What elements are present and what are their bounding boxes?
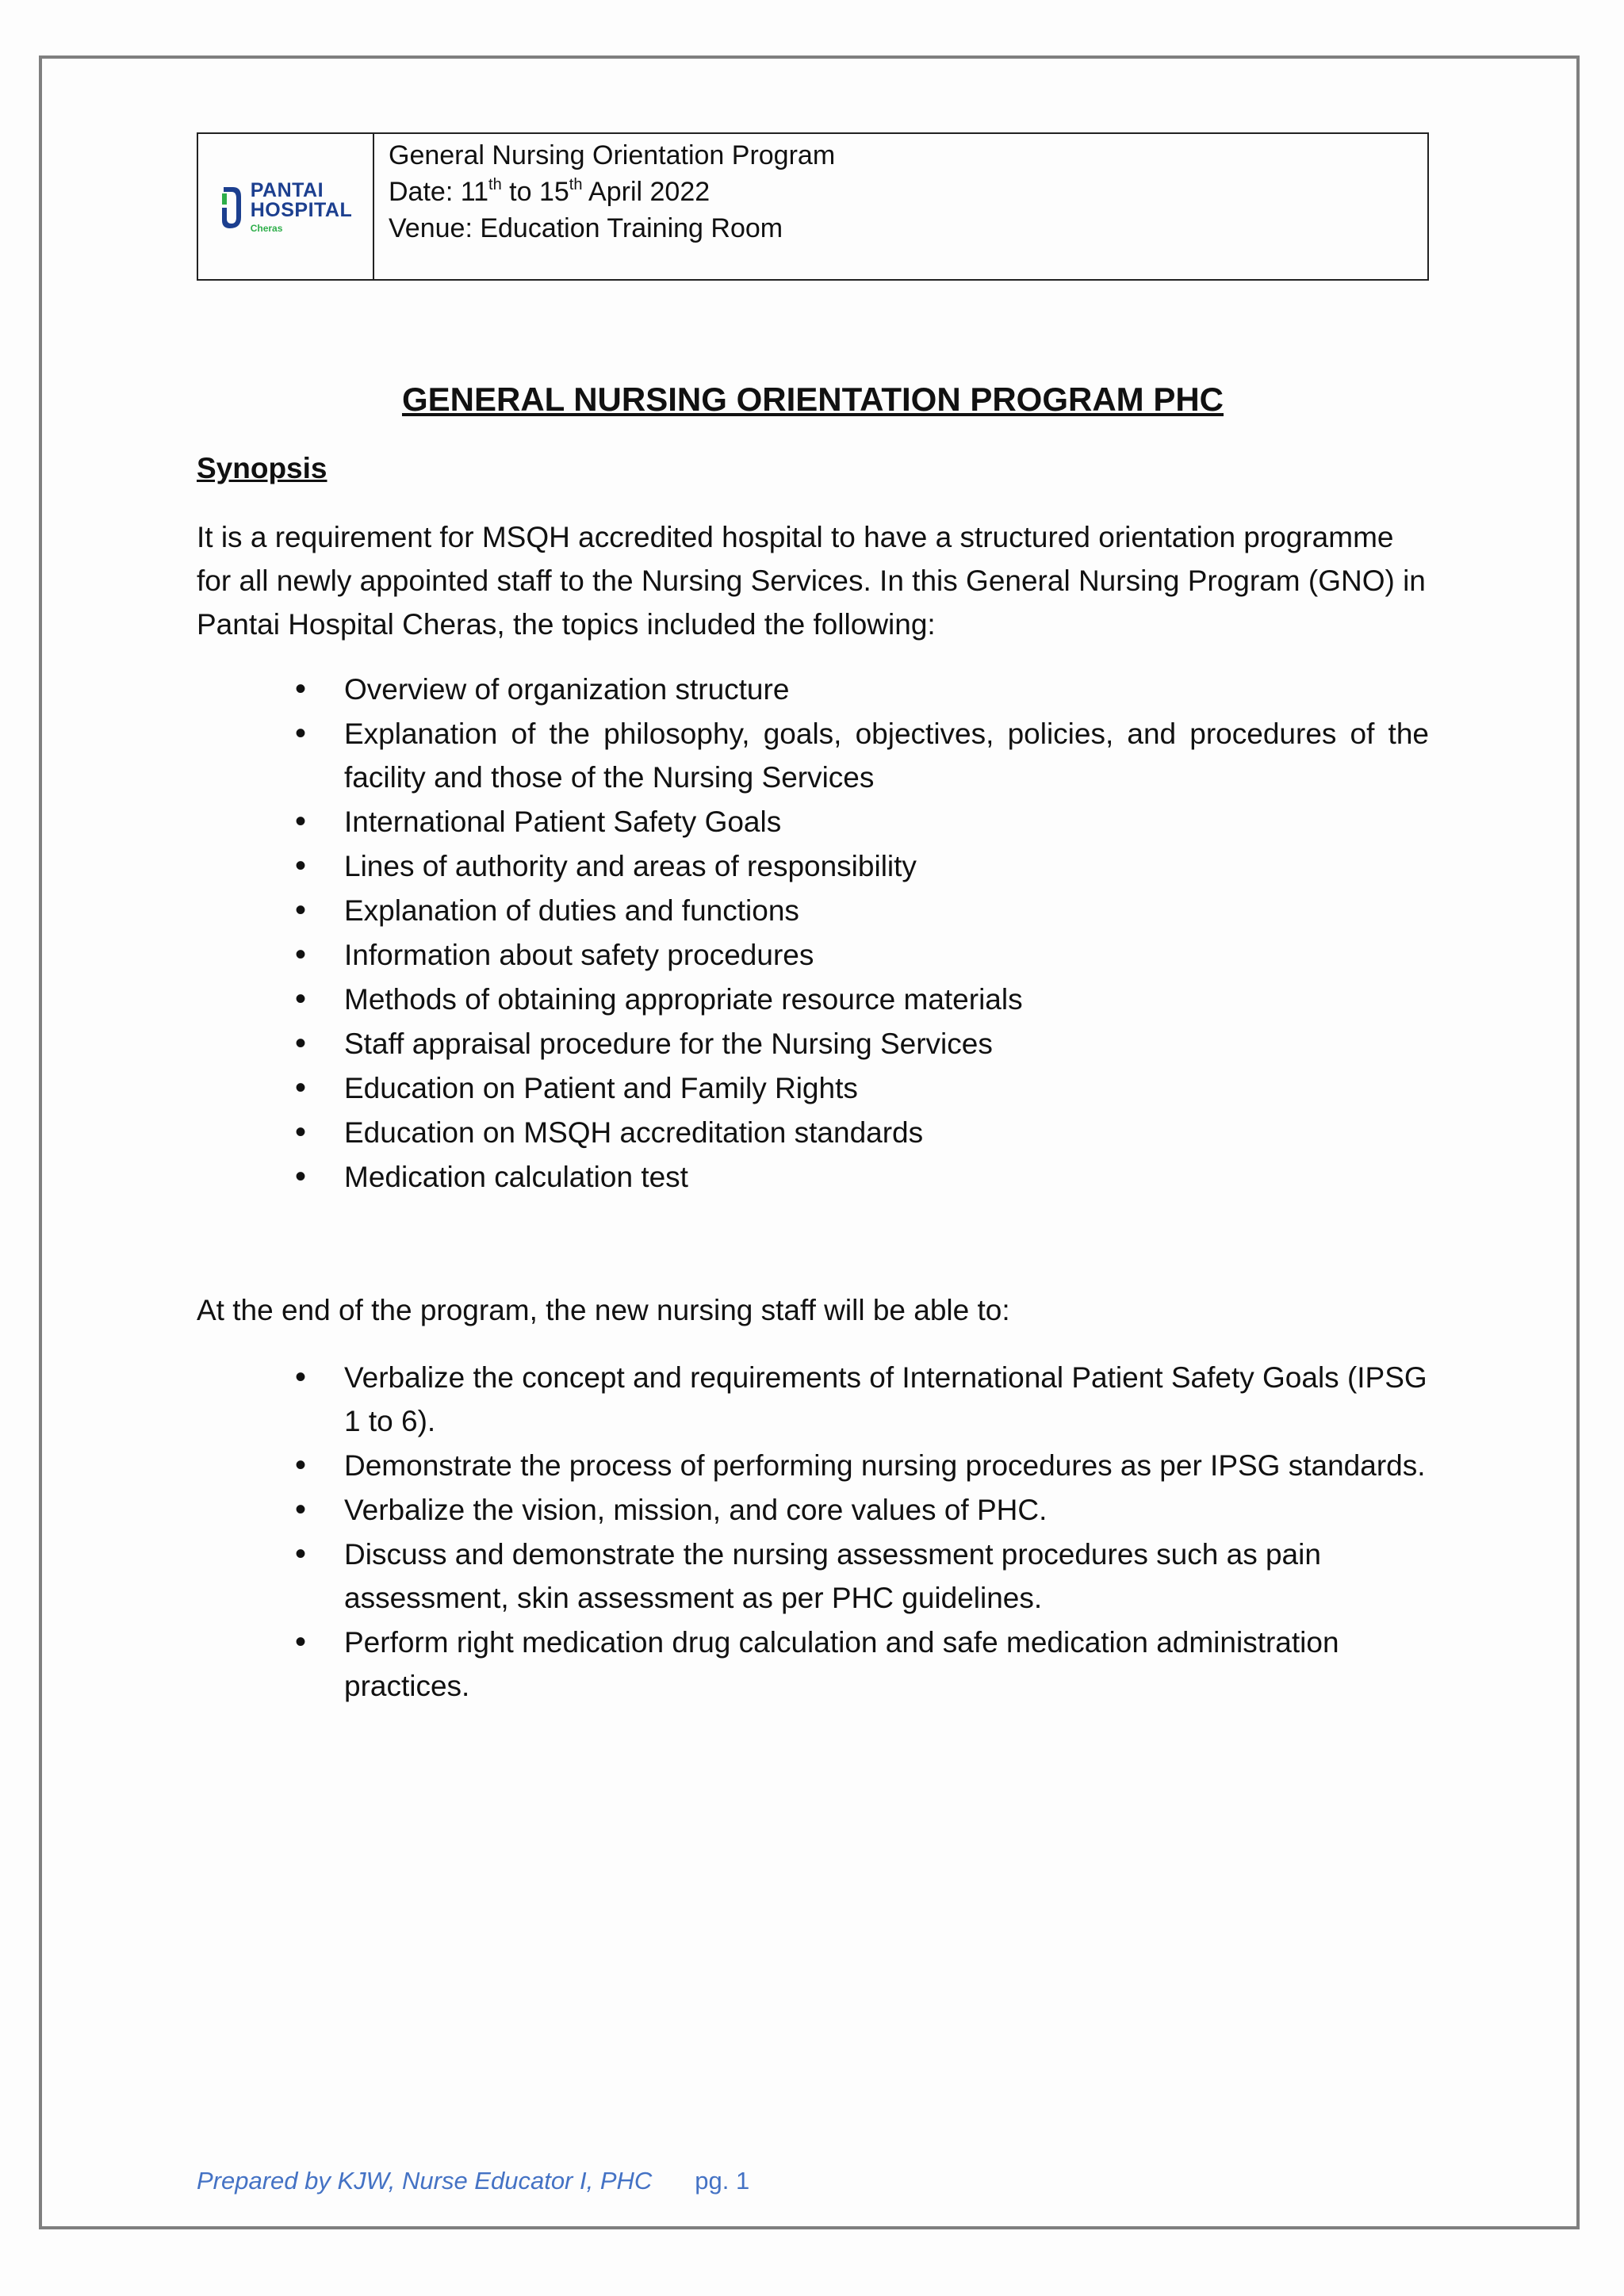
- list-item: • Methods of obtaining appropriate resource materials: [344, 978, 1429, 1021]
- logo-cell: [198, 134, 374, 279]
- program-venue: Venue: Education Training Room: [389, 213, 783, 243]
- list-item: • Staff appraisal procedure for the Nursing Services: [344, 1022, 1429, 1066]
- topics-list: [344, 668, 1429, 1200]
- page-title: GENERAL NURSING ORIENTATION PROGRAM PHC: [401, 381, 1224, 418]
- list-item: • Lines of authority and areas of responsibility: [344, 844, 1429, 888]
- synopsis-text: It is a requirement for MSQH accredited hospital to have a structured orientation programme for all newly appointed staff to the Nursing Services. In this General Nursing Program (GNO) in Pantai Hospital Cheras, the topics included the following:: [197, 521, 1426, 641]
- pantai-hospital-logo: [219, 178, 353, 234]
- list-item: • Education on MSQH accreditation standards: [344, 1111, 1429, 1154]
- list-item: • Discuss and demonstrate the nursing assessment procedures such as pain assessment, skin assessment as per PHC guidelines.: [344, 1533, 1429, 1620]
- header-info: [374, 134, 835, 279]
- program-date: Date: 11th to 15th April 2022: [389, 176, 710, 207]
- list-item: • Explanation of duties and functions: [344, 889, 1429, 932]
- logo-text-pantai: PANTAI: [250, 178, 324, 201]
- program-name: General Nursing Orientation Program: [389, 140, 836, 170]
- list-item: • Demonstrate the process of performing nursing procedures as per IPSG standards.: [344, 1444, 1429, 1487]
- synopsis-heading: Synopsis: [197, 452, 327, 484]
- list-item: • Overview of organization structure: [344, 668, 1429, 711]
- outcomes-list: [344, 1356, 1429, 1709]
- outcomes-intro: At the end of the program, the new nursing staff will be able to:: [197, 1294, 1010, 1326]
- document-header: [197, 132, 1429, 281]
- footer-prepared-by: Prepared by KJW, Nurse Educator I, PHC: [197, 2167, 653, 2195]
- list-item: • International Patient Safety Goals: [344, 800, 1429, 844]
- logo-text-hospital: HOSPITAL: [250, 198, 353, 221]
- logo-mark-icon: [219, 184, 243, 230]
- list-item: • Verbalize the concept and requirements of International Patient Safety Goals (IPSG 1 to 6).: [344, 1356, 1429, 1443]
- logo-text-cheras: Cheras: [250, 222, 283, 234]
- list-item: • Perform right medication drug calculation and safe medication administration practices.: [344, 1621, 1429, 1708]
- page-number: pg. 1: [695, 2167, 750, 2195]
- list-item: • Medication calculation test: [344, 1155, 1429, 1199]
- list-item: • Education on Patient and Family Rights: [344, 1066, 1429, 1110]
- list-item: • Explanation of the philosophy, goals, objectives, policies, and procedures of the facility and those of the Nursing Services: [344, 712, 1429, 799]
- list-item: • Information about safety procedures: [344, 933, 1429, 977]
- list-item: • Verbalize the vision, mission, and core values of PHC.: [344, 1488, 1429, 1532]
- page-footer: [197, 2167, 749, 2195]
